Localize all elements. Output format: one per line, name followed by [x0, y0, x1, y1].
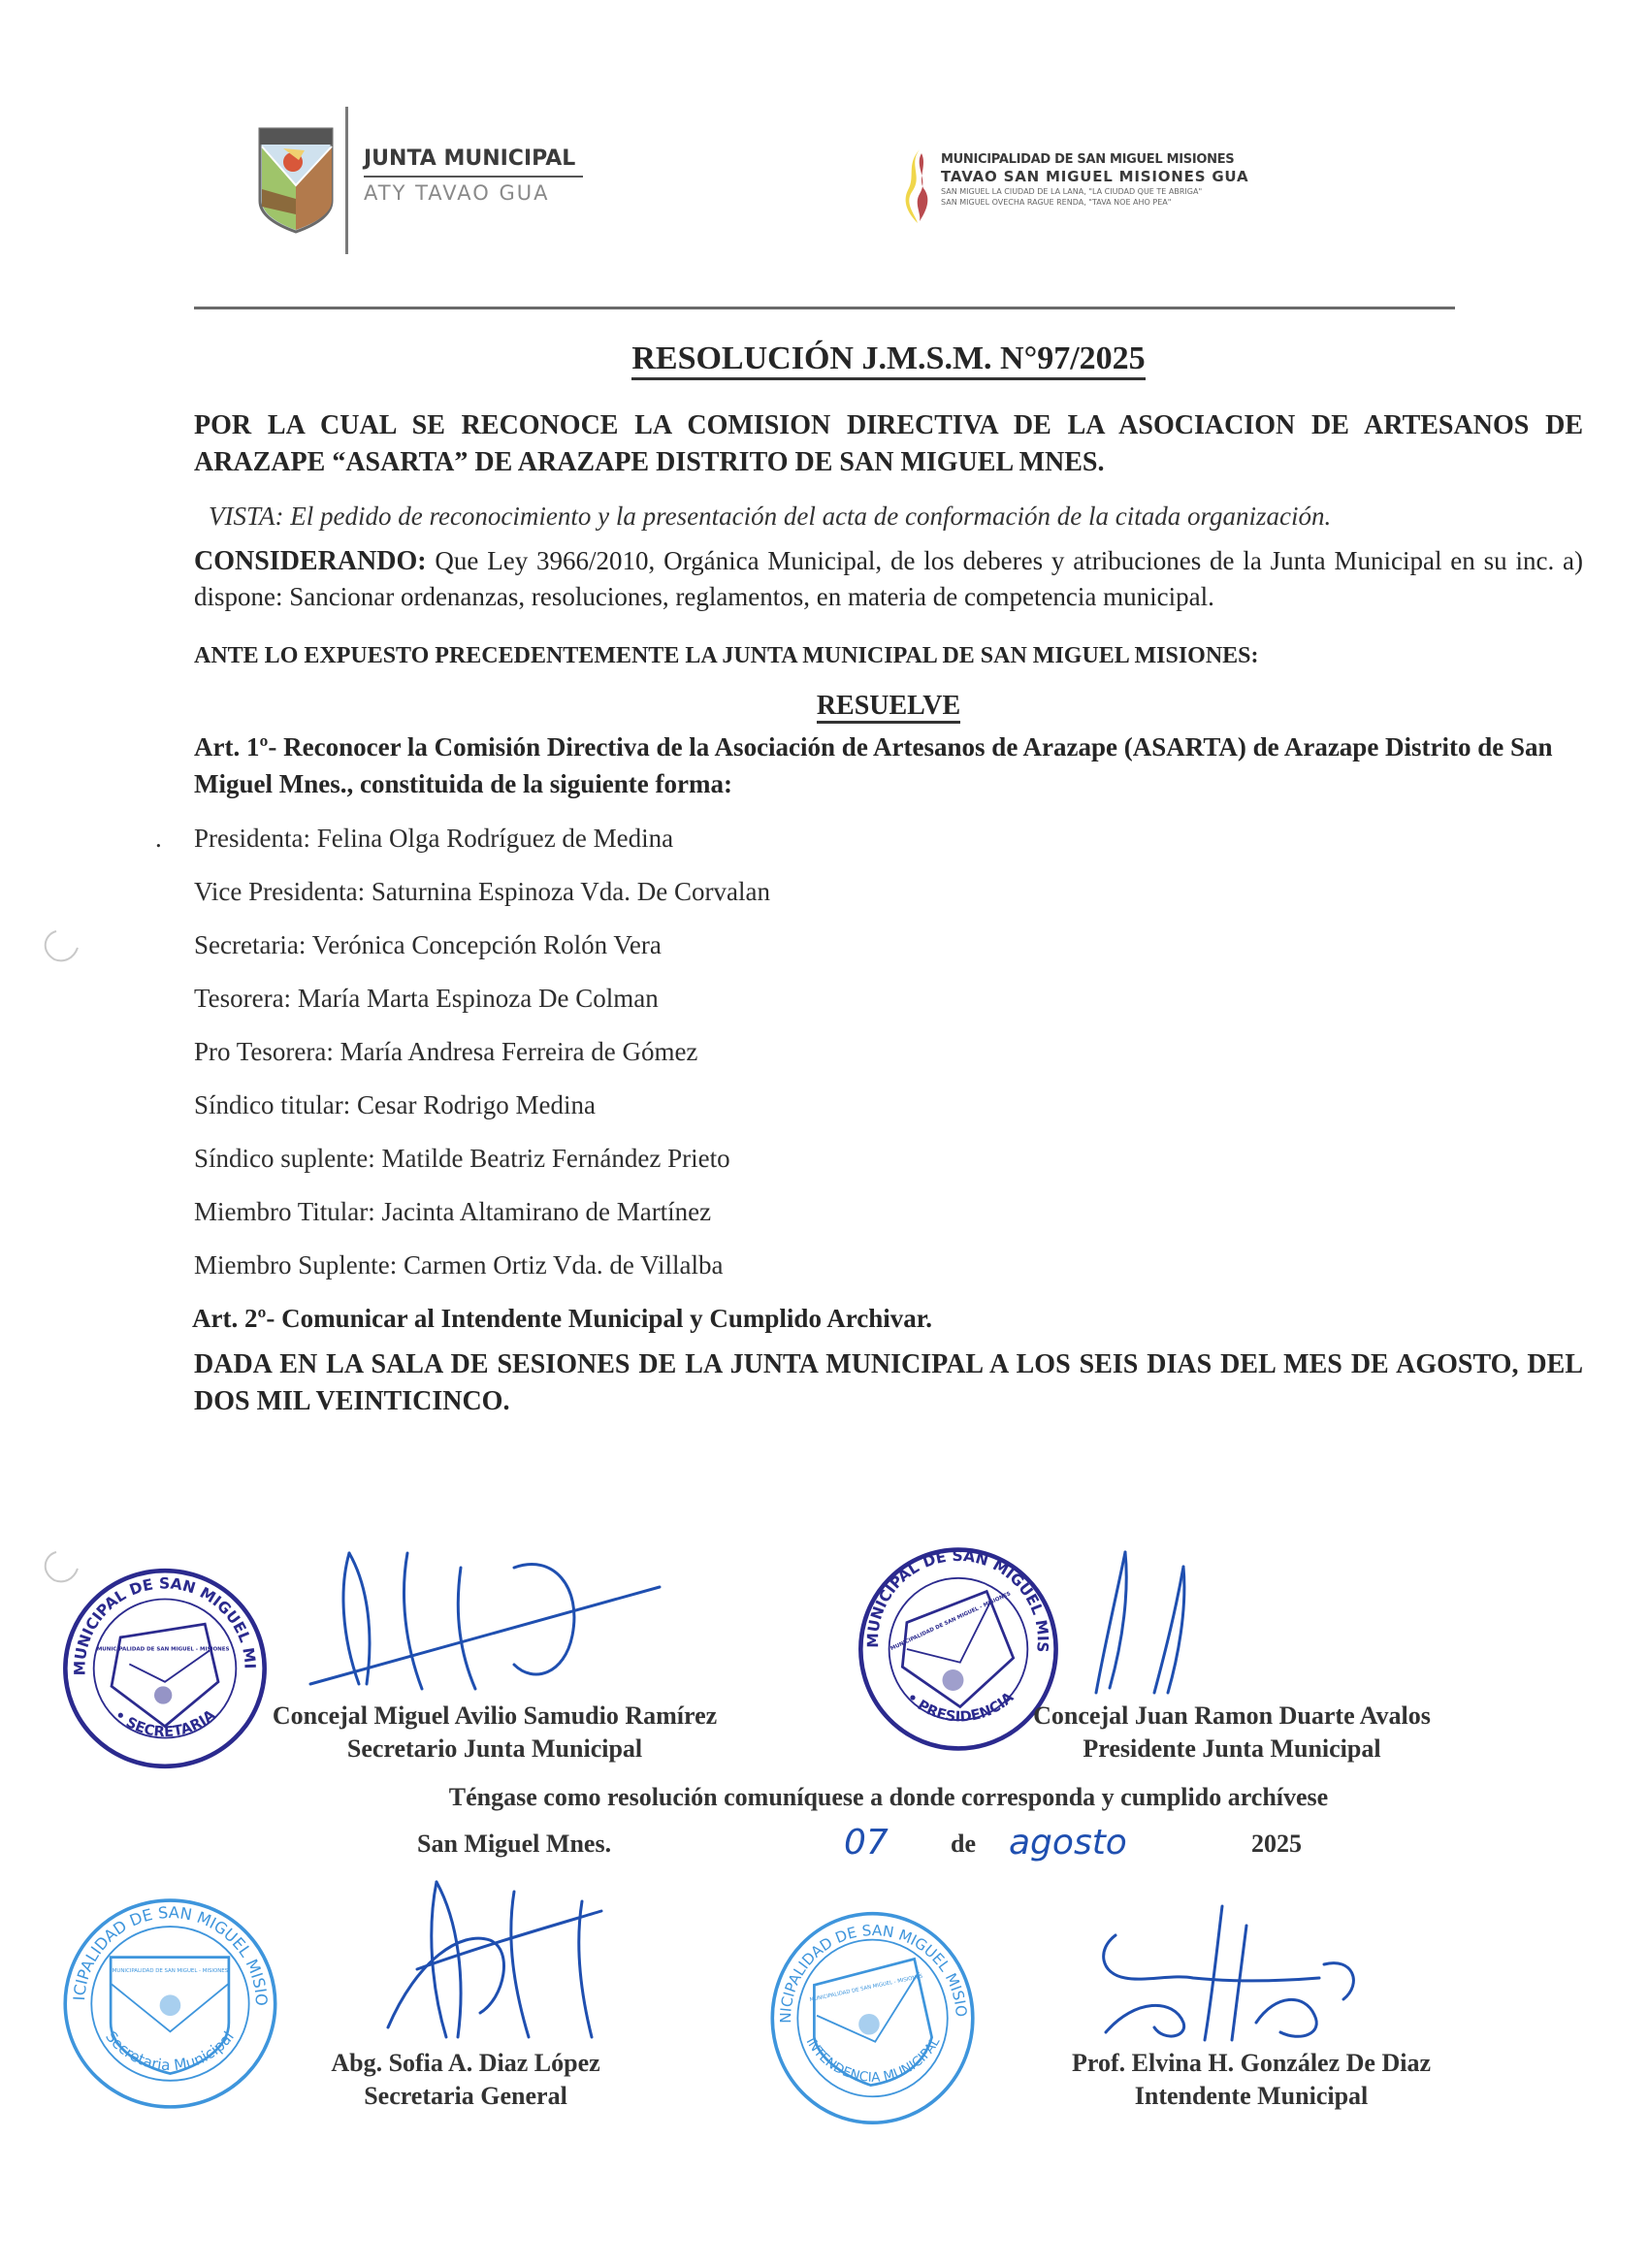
junta-logo-title: JUNTA MUNICIPAL: [364, 146, 576, 171]
vista-paragraph: VISTA: El pedido de reconocimiento y la presentación del acta de conformación de la citada organización.: [209, 502, 1332, 531]
handwritten-date-day: 07: [844, 1823, 889, 1863]
municipalidad-logo-text: [941, 151, 1329, 208]
dada-en-la-sala: DADA EN LA SALA DE SESIONES DE LA JUNTA MUNICIPAL A LOS SEIS DIAS DEL MES DE AGOSTO, DEL DOS MIL VEINTICINCO.: [194, 1349, 1583, 1416]
ante-lo-expuesto: ANTE LO EXPUESTO PRECEDENTEMENTE LA JUNTA MUNICIPAL DE SAN MIGUEL MISIONES:: [194, 643, 1259, 668]
member-item: [155, 865, 1583, 919]
member-item: [155, 972, 1583, 1025]
stamp-inner-text: MUNICIPALIDAD DE SAN MIGUEL - MISIONES: [96, 1646, 230, 1653]
signer-presidente-role: Presidente Junta Municipal: [1083, 1734, 1381, 1763]
header-separator: [194, 307, 1455, 309]
signature-secretaria-general: [369, 1882, 660, 2042]
signer-intendente-role: Intendente Municipal: [1134, 2082, 1369, 2110]
stamp-bottom-text: • PRESIDENCIA: [903, 1689, 1018, 1726]
member-item: [155, 919, 1583, 972]
member-item: [155, 812, 1583, 865]
member-item: [155, 1185, 1583, 1239]
signer-presidente-name: Concejal Juan Ramon Duarte Avalos: [1033, 1701, 1431, 1730]
svg-text:Secretaria Municipal: [102, 2028, 238, 2075]
junta-logo-subtitle: ATY TAVAO GUA: [364, 181, 550, 205]
signer-intendente: [980, 2047, 1523, 2113]
member-name: María Marta Espinoza De Colman: [297, 984, 659, 1013]
municipalidad-logo-motto1: SAN MIGUEL LA CIUDAD DE LA LANA, "LA CIUDAD QUE TE ABRIGA": [941, 187, 1203, 196]
member-name: Felina Olga Rodríguez de Medina: [316, 824, 674, 853]
municipalidad-logo-motto2: SAN MIGUEL OVECHA RAGUE RENDA, "TAVA NOE AHO PEA": [941, 198, 1172, 207]
promulgation-place: San Miguel Mnes.: [417, 1830, 612, 1858]
members-list: [155, 812, 1583, 1292]
member-name: Verónica Concepción Rolón Vera: [311, 930, 662, 959]
resolution-body: [155, 338, 1583, 1420]
member-item: [155, 1239, 1583, 1292]
stamp-outer-text: MUNICIPALIDAD DE SAN MIGUEL MISIONES: [760, 1893, 970, 2024]
article-1: Art. 1º- Reconocer la Comisión Directiva de la Asociación de Artesanos de Arazape (ASARTA) de Arazape Distrito de San Miguel Mnes., constituida de la siguiente forma:: [194, 732, 1553, 798]
member-name: Jacinta Altamirano de Martínez: [381, 1197, 712, 1226]
member-role: Miembro Suplente:: [194, 1250, 398, 1280]
member-role: Pro Tesorera:: [194, 1037, 334, 1066]
stamp-bottom-text: INTENDENCIA MUNICIPAL: [802, 2035, 944, 2086]
signer-secretario-name: Concejal Miguel Avilio Samudio Ramírez: [272, 1701, 718, 1730]
municipalidad-logo-line1: MUNICIPALIDAD DE SAN MIGUEL MISIONES: [941, 152, 1235, 167]
member-item: [155, 1132, 1583, 1185]
header-divider: [345, 107, 348, 254]
resuelve-heading: [194, 688, 1583, 725]
flame-logo-icon: [902, 147, 931, 225]
promulgation-date-row: [194, 1822, 1583, 1870]
stamp-bottom-text: Secretaria Municipal: [102, 2027, 238, 2075]
member-role: Presidenta:: [194, 824, 310, 853]
signer-secretaria-general-name: Abg. Sofia A. Diaz López: [331, 2049, 600, 2077]
article-2: Art. 2º- Comunicar al Intendente Municipal y Cumplido Archivar.: [192, 1304, 932, 1333]
member-name: María Andresa Ferreira de Gómez: [340, 1037, 698, 1066]
member-name: Carmen Ortiz Vda. de Villalba: [403, 1250, 724, 1280]
signer-secretaria-general: [233, 2047, 698, 2113]
signer-secretario: [184, 1700, 805, 1766]
punch-hole-mark: [37, 926, 105, 975]
member-role: Tesorera:: [194, 984, 292, 1013]
member-role: Síndico suplente:: [194, 1144, 375, 1173]
considerando-label: CONSIDERANDO:: [194, 546, 427, 576]
stamp-inner-text: MUNICIPALIDAD DE SAN MIGUEL - MISIONES: [889, 1591, 1013, 1653]
municipalidad-logo-line2: TAVAO SAN MIGUEL MISIONES GUA: [941, 168, 1249, 185]
signature-presidente: [1048, 1552, 1242, 1698]
promulgation-text: Téngase como resolución comuníquese a donde corresponda y cumplido archívese: [448, 1783, 1329, 1811]
member-role: Miembro Titular:: [194, 1197, 375, 1226]
stamp-outer-text: JUNTA MUNICIPAL DE SAN MIGUEL MISIONES: [51, 1548, 259, 1676]
resolution-title: [194, 338, 1583, 380]
member-name: Matilde Beatriz Fernández Prieto: [381, 1144, 730, 1173]
signer-secretaria-general-role: Secretaria General: [364, 2082, 567, 2110]
stamp-outer-text: JUNTA MUNICIPAL DE SAN MIGUEL MISIONES: [847, 1529, 1051, 1654]
date-de: de: [951, 1830, 976, 1858]
signer-intendente-name: Prof. Elvina H. González De Diaz: [1072, 2049, 1431, 2077]
considerando-paragraph: [194, 543, 1583, 614]
member-role: Vice Presidenta:: [194, 877, 366, 906]
signature-intendente: [1077, 1906, 1377, 2042]
date-year: 2025: [1251, 1830, 1302, 1858]
member-item: [155, 1079, 1583, 1132]
signature-secretario: [291, 1548, 698, 1694]
handwritten-date-month: agosto: [1009, 1823, 1127, 1863]
member-role: Síndico titular:: [194, 1090, 351, 1119]
signer-secretario-role: Secretario Junta Municipal: [346, 1734, 643, 1763]
member-name: Saturnina Espinoza Vda. De Corvalan: [371, 877, 770, 906]
resuelve-heading-text: RESUELVE: [817, 691, 960, 724]
junta-logo-rule: [364, 176, 583, 178]
signer-presidente: [931, 1700, 1533, 1766]
stamp-inner-text: MUNICIPALIDAD DE SAN MIGUEL - MISIONES: [809, 1973, 923, 2004]
stamp-municipalidad-intendencia: [760, 1893, 980, 2129]
municipal-crest-icon: [254, 121, 338, 234]
member-role: Secretaria:: [194, 930, 307, 959]
list-bullet: .: [155, 824, 162, 853]
stamp-bottom-text: • SECRETARIA: [111, 1706, 219, 1741]
resolution-title-text: RESOLUCIÓN J.M.S.M. N°97/2025: [631, 340, 1145, 380]
member-item: [155, 1025, 1583, 1079]
considerando-text: Que Ley 3966/2010, Orgánica Municipal, de los deberes y atribuciones de la Junta Municipal en su inc. a) dispone: Sancionar ordenanzas, resoluciones, reglamentos, en materia de competencia municipal.: [194, 546, 1583, 611]
stamp-outer-text: MUNICIPALIDAD DE SAN MIGUEL MISIONES: [51, 1877, 272, 2007]
resolution-subject: POR LA CUAL SE RECONOCE LA COMISION DIRECTIVA DE LA ASOCIACION DE ARTESANOS DE ARAZAPE “ASARTA” DE ARAZAPE DISTRITO DE SAN MIGUEL MNES.: [194, 410, 1583, 477]
stamp-inner-text: MUNICIPALIDAD DE SAN MIGUEL - MISIONES: [112, 1967, 229, 1974]
member-name: Cesar Rodrigo Medina: [357, 1090, 596, 1119]
promulgation: [194, 1781, 1583, 1814]
